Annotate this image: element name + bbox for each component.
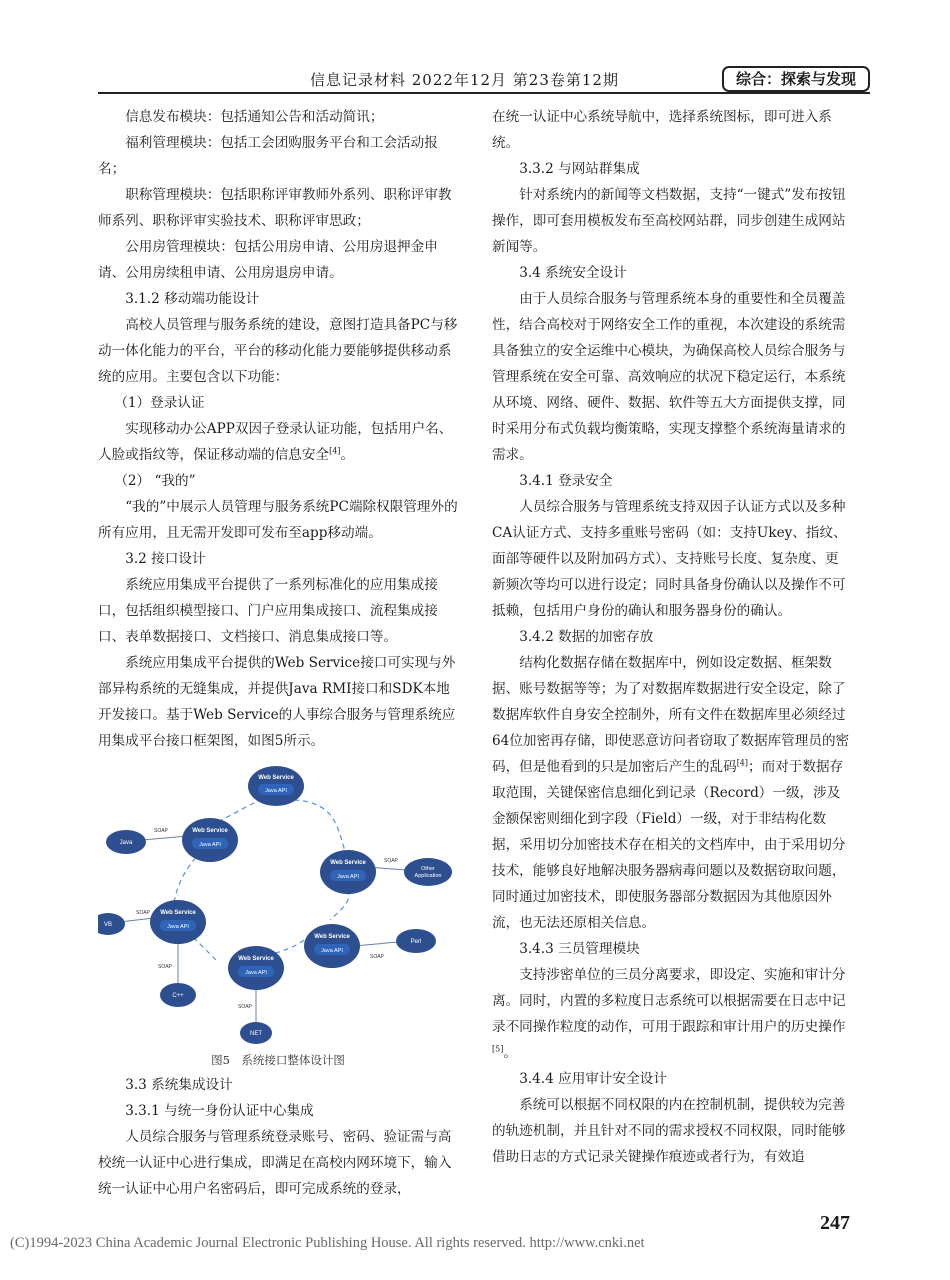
node-perl <box>396 929 436 953</box>
section-heading: 3.3.1 与统一身份认证中心集成 <box>125 1103 314 1119</box>
paragraph: 系统应用集成平台提供了一系列标准化的应用集成接口，包括组织模型接口、门户应用集成接口、流程集成接口、表单数据接口、文档接口、消息集成接口等。 <box>98 577 438 645</box>
node-vb <box>98 913 125 935</box>
svg-text:NET: NET <box>250 1031 262 1037</box>
interface-diagram <box>98 762 458 1052</box>
soap-link <box>142 836 188 840</box>
soap-label: SOAP <box>154 828 168 834</box>
web-service-node <box>248 766 304 806</box>
section-heading: 3.4.4 应用审计安全设计 <box>519 1071 667 1087</box>
header-rule <box>98 92 870 94</box>
soap-label: SOAP <box>136 910 150 916</box>
running-header <box>98 66 870 92</box>
svg-text:Java API: Java API <box>199 842 221 848</box>
soap-label: SOAP <box>158 964 172 970</box>
svg-text:Java API: Java API <box>265 788 287 794</box>
web-service-node <box>320 850 376 894</box>
node-cpp <box>160 983 196 1007</box>
paragraph: “我的”中展示人员管理与服务系统PC端除权限管理外的所有应用，且无需开发即可发布至app移动端。 <box>98 499 458 541</box>
paragraph: 高校人员管理与服务系统的建设，意图打造具备PC与移动一体化能力的平台，平台的移动化能力要能够提供移动系统的应用。主要包含以下功能： <box>98 317 458 385</box>
svg-text:Web Service: Web Service <box>314 934 350 940</box>
web-service-node <box>150 900 206 944</box>
svg-text:Web Service: Web Service <box>330 860 366 866</box>
section-heading: （1）登录认证 <box>114 395 205 411</box>
section-heading: 3.4.1 登录安全 <box>519 473 613 489</box>
copyright-notice: (C)1994-2023 China Academic Journal Electronic Publishing House. All rights reserved. http://www.cnki.net <box>10 1235 645 1251</box>
paragraph: 信息发布模块：包括通知公告和活动简讯； <box>125 109 384 125</box>
soap-label: SOAP <box>370 954 384 960</box>
soap-link <box>120 918 154 922</box>
svg-text:Application: Application <box>414 873 442 879</box>
left-column <box>98 104 458 1202</box>
section-heading: 3.3.2 与网站群集成 <box>519 161 640 177</box>
svg-text:C++: C++ <box>172 993 184 999</box>
paragraph: 针对系统内的新闻等文档数据，支持“一键式”发布按钮操作，即可套用模板发布至高校网站群，同步创建生成网站新闻等。 <box>492 187 846 255</box>
svg-text:Java API: Java API <box>337 874 359 880</box>
section-heading: 3.2 接口设计 <box>125 551 206 567</box>
paragraph: 由于人员综合服务与管理系统本身的重要性和全员覆盖性，结合高校对于网络安全工作的重视，本次建设的系统需具备独立的安全运维中心模块，为确保高校人员综合服务与管理系统在安全可靠、高效响应的状况下稳定运行，本系统从环境、网络、硬件、数据、软件等五大方面提供支撑，同时采用分布式负载均衡策略，实现支撑整个系统海量请求的需求。 <box>492 291 846 463</box>
paragraph: 系统可以根据不同权限的内在控制机制，提供较为完善的轨迹机制，并且针对不同的需求授权不同权限，同时能够借助日志的方式记录关键操作痕迹或者行为，有效追 <box>492 1097 846 1165</box>
svg-text:Java: Java <box>119 840 133 846</box>
svg-text:Java API: Java API <box>321 948 343 954</box>
node-java <box>106 830 146 854</box>
paragraph: 支持涉密单位的三员分离要求，即设定、实施和审计分离。同时，内置的多粒度日志系统可以根据需要在日志中记录不同操作粒度的动作，可用于跟踪和审计用户的历史操作[5]。 <box>492 967 846 1061</box>
dashed-link <box>294 800 346 854</box>
web-service-node <box>228 946 284 990</box>
svg-text:Web Service: Web Service <box>258 775 294 781</box>
paragraph: 福利管理模块：包括工会团购服务平台和工会活动报名； <box>98 135 438 177</box>
section-heading: 3.4.2 数据的加密存放 <box>519 629 654 645</box>
soap-label: SOAP <box>384 858 398 864</box>
paragraph: 人员综合服务与管理系统登录账号、密码、验证需与高校统一认证中心进行集成，即满足在高校内网环境下，输入统一认证中心用户名密码后，即可完成系统的登录， <box>98 1129 452 1197</box>
soap-label: SOAP <box>238 1004 252 1010</box>
paragraph: 结构化数据存储在数据库中，例如设定数据、框架数据、账号数据等等；为了对数据库数据进行安全设定，除了数据库软件自身安全控制外，所有文件在数据库里必须经过64位加密再存储，即使恶意访问者窃取了数据库管理员的密码，但是他看到的只是加密后产生的乱码[4]；而对于数据存取范围，关键保密信息细化到记录（Record）一级，涉及金额保密则细化到字段（Field）一级，对于非结构化数据，采用切分加密技术存在相关的文档库中，由于采用切分技术，能够良好地解决服务器病毒问题以及数据窃取问题，同时通过加密技术，即使服务器部分数据因为其他原因外流，也无法还原相关信息。 <box>492 655 850 931</box>
svg-text:Web Service: Web Service <box>192 828 228 834</box>
figure-caption: 图5 系统接口整体设计图 <box>211 1053 345 1067</box>
dashed-link <box>330 890 349 920</box>
paragraph: 公用房管理模块：包括公用房申请、公用房退押金申请、公用房续租申请、公用房退房申请。 <box>98 239 438 281</box>
section-heading: 3.3 系统集成设计 <box>125 1077 233 1093</box>
section-badge: 综合：探索与发现 <box>722 66 870 92</box>
svg-text:Java API: Java API <box>245 970 267 976</box>
right-column <box>492 104 852 1170</box>
node-other-application <box>404 858 452 886</box>
paragraph: 人员综合服务与管理系统支持双因子认证方式以及多种CA认证方式、支持多重账号密码（如：支持Ukey、指纹、面部等硬件以及附加码方式）、支持账号长度、复杂度、更新频次等均可以进行设定；同时具备身份确认以及操作不可抵赖，包括用户身份的确认和服务器身份的确认。 <box>492 499 847 619</box>
journal-info: 信息记录材料 2022年12月 第23卷第12期 <box>310 71 619 89</box>
web-service-node <box>182 818 238 862</box>
node-net <box>240 1022 272 1044</box>
citation-ref: [4] <box>329 446 341 456</box>
svg-text:Perl: Perl <box>410 939 422 945</box>
svg-text:VB: VB <box>103 922 113 928</box>
svg-text:Java API: Java API <box>167 924 189 930</box>
paragraph: 系统应用集成平台提供的Web Service接口可实现与外部异构系统的无缝集成，并提供Java RMI接口和SDK本地开发接口。基于Web Service的人事综合服务与管理系统应用集成平台接口框架图，如图5所示。 <box>98 655 456 749</box>
section-heading: （2） “我的” <box>114 473 196 489</box>
page-number: 247 <box>820 1212 850 1234</box>
citation-ref: [4] <box>736 758 749 768</box>
svg-text:Other: Other <box>421 866 435 872</box>
soap-link <box>354 942 398 946</box>
section-heading: 3.4 系统安全设计 <box>519 265 627 281</box>
paragraph: 职称管理模块：包括职称评审教师外系列、职称评审教师系列、职称评审实验技术、职称评审思政； <box>98 187 452 229</box>
section-heading: 3.4.3 三员管理模块 <box>519 941 640 957</box>
paragraph: 在统一认证中心系统导航中，选择系统图标，即可进入系统。 <box>492 109 832 151</box>
paragraph: 实现移动办公APP双因子登录认证功能，包括用户名、人脸或指纹等，保证移动端的信息安全[4]。 <box>98 421 453 463</box>
svg-text:Web Service: Web Service <box>160 910 196 916</box>
svg-text:Web Service: Web Service <box>238 956 274 962</box>
web-service-node <box>304 924 360 968</box>
section-heading: 3.1.2 移动端功能设计 <box>125 291 260 307</box>
citation-ref: [5] <box>492 1044 504 1054</box>
figure-5 <box>98 762 458 1072</box>
